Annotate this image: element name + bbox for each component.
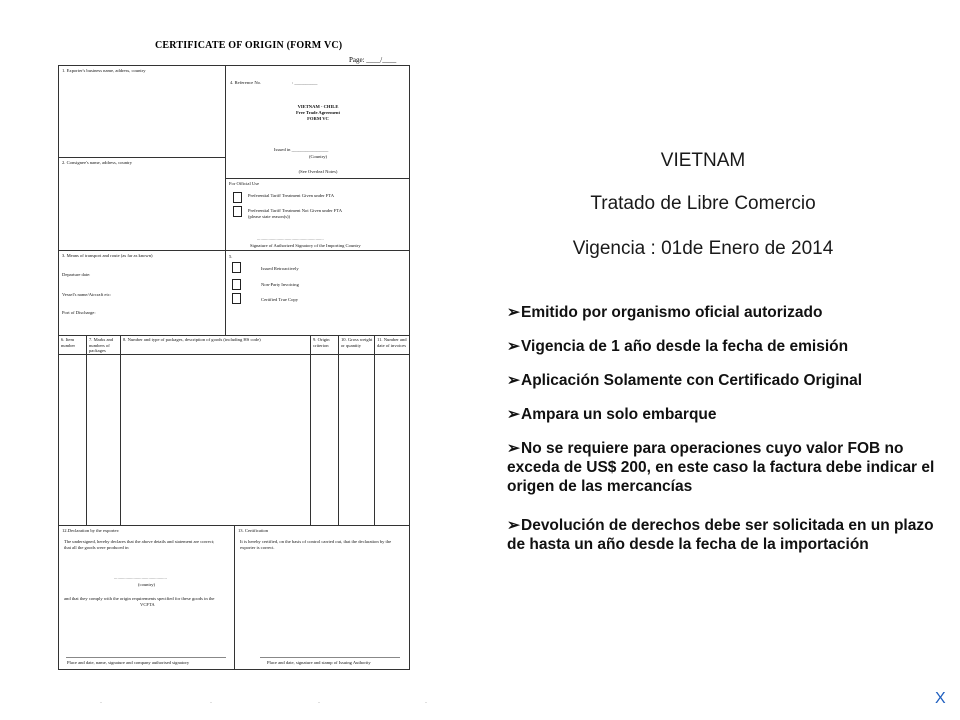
issued-retro-label: Issued Retroactively <box>261 266 299 271</box>
declaration-dots: .............................................. <box>114 575 167 580</box>
certification-title: 13. Certification <box>238 528 269 533</box>
form-title: CERTIFICATE OF ORIGIN (FORM VC) <box>155 40 343 51</box>
departure-label: Departure date: <box>62 272 91 277</box>
bullet-item: ➢Emitido por organismo oficial autorizado <box>507 304 823 321</box>
declaration-country: (country) <box>138 582 156 587</box>
agreement-line-2: Free Trade Agreement <box>295 110 341 115</box>
signature-label: Signature of Authorized Signatory of the Importing Country <box>250 243 361 248</box>
box5-label: 5. <box>229 254 233 259</box>
certification-text-1: It is hereby certified, on the basis of control carried out, that the declaration by the <box>240 539 392 544</box>
non-party-checkbox <box>232 279 241 290</box>
bullet-item: ➢No se requiere para operaciones cuyo valor FOB no exceda de US$ 200, en este caso la factura debe indicar el origen de las mercancías <box>507 440 935 495</box>
col-origin: 9. Origin criterion <box>313 337 330 348</box>
transport-label: 3. Means of transport and route (as far as known) <box>62 253 153 258</box>
scan-artifact: · <box>210 700 212 706</box>
declaration-text-4: VCFTA <box>140 602 155 607</box>
pref-given-checkbox <box>233 192 242 203</box>
overleaf-notes: (See Overleaf Notes) <box>298 169 338 174</box>
scan-artifact: · <box>425 700 427 706</box>
col-description: 8. Number and type of packages, description of goods (including HS code) <box>123 337 261 342</box>
close-link[interactable]: X <box>935 690 946 707</box>
issued-country: (Country) <box>308 154 328 159</box>
declaration-text-2: that all the goods were produced in <box>64 545 129 550</box>
pref-not-given-label: Preferential Tariff Treatment Not Given under FTA <box>248 208 343 213</box>
arrow-bullet-icon: ➢ <box>507 406 520 423</box>
issued-in: Issued in ________________ <box>274 147 329 152</box>
bullet-item: ➢Devolución de derechos debe ser solicitada en un plazo de hasta un año desde la fecha de la importación <box>507 517 934 553</box>
arrow-bullet-icon: ➢ <box>507 517 520 534</box>
official-use-label: For Official Use <box>229 181 260 186</box>
bullet-item: ➢Vigencia de 1 año desde la fecha de emisión <box>507 338 849 355</box>
exporter-label: 1. Exporter's business name, address, country <box>62 68 146 73</box>
port-label: Port of Discharge: <box>62 310 96 315</box>
vessel-label: Vessel's name/Aircraft etc: <box>62 292 112 297</box>
certified-copy-checkbox <box>232 293 241 304</box>
certification-text-2: exporter is correct. <box>240 545 275 550</box>
non-party-label: Non-Party Invoicing <box>261 282 299 287</box>
col-weight: 10. Gross weight or quantity <box>341 337 373 348</box>
scan-artifact: · <box>318 700 320 706</box>
heading-agreement: Tratado de Libre Comercio <box>590 193 816 214</box>
declaration-text-3: and that they comply with the origin requirements specified for these goods in the <box>64 596 215 601</box>
heading-validity: Vigencia : 01de Enero de 2014 <box>572 238 834 259</box>
col-marks: 7. Marks and numbers of packages <box>89 337 114 354</box>
reference-label: 4. Reference No. <box>230 80 262 85</box>
declaration-title: 12.Declaration by the exporter: <box>62 528 120 533</box>
consignee-label: 2. Consignee's name, address, country <box>62 160 133 165</box>
agreement-line-1: VIETNAM - CHILE <box>297 104 339 109</box>
col-invoices: 11. Number and date of invoices <box>377 337 407 348</box>
certification-place: Place and date, signature and stamp of Issuing Authority <box>267 660 371 665</box>
reference-blank: : __________ <box>292 80 318 85</box>
heading-country: VIETNAM <box>660 150 746 171</box>
scan-artifact: · <box>100 700 102 706</box>
certificate-form-image <box>52 30 432 680</box>
declaration-text-1: The undersigned, hereby declares that the above details and statement are correct; <box>64 539 215 544</box>
bullet-item: ➢Ampara un solo embarque <box>507 406 717 423</box>
arrow-bullet-icon: ➢ <box>507 372 520 389</box>
form-page-label: Page: ____/____ <box>349 56 397 64</box>
agreement-line-3: FORM VC <box>307 116 329 121</box>
pref-reason-label: (please state reason(s)) <box>248 214 291 219</box>
issued-retro-checkbox <box>232 262 241 273</box>
signature-dots: .......................................................... <box>257 236 324 241</box>
arrow-bullet-icon: ➢ <box>507 304 520 321</box>
pref-not-given-checkbox <box>233 206 242 217</box>
declaration-place: Place and date, name, signature and company authorised signatory <box>67 660 190 665</box>
col-item-number: 6. Item number <box>61 337 76 348</box>
arrow-bullet-icon: ➢ <box>507 338 520 355</box>
bullet-item: ➢Aplicación Solamente con Certificado Original <box>507 372 863 389</box>
pref-given-label: Preferential Tariff Treatment Given under FTA <box>248 193 335 198</box>
arrow-bullet-icon: ➢ <box>507 440 520 457</box>
certified-copy-label: Certified True Copy <box>261 297 299 302</box>
